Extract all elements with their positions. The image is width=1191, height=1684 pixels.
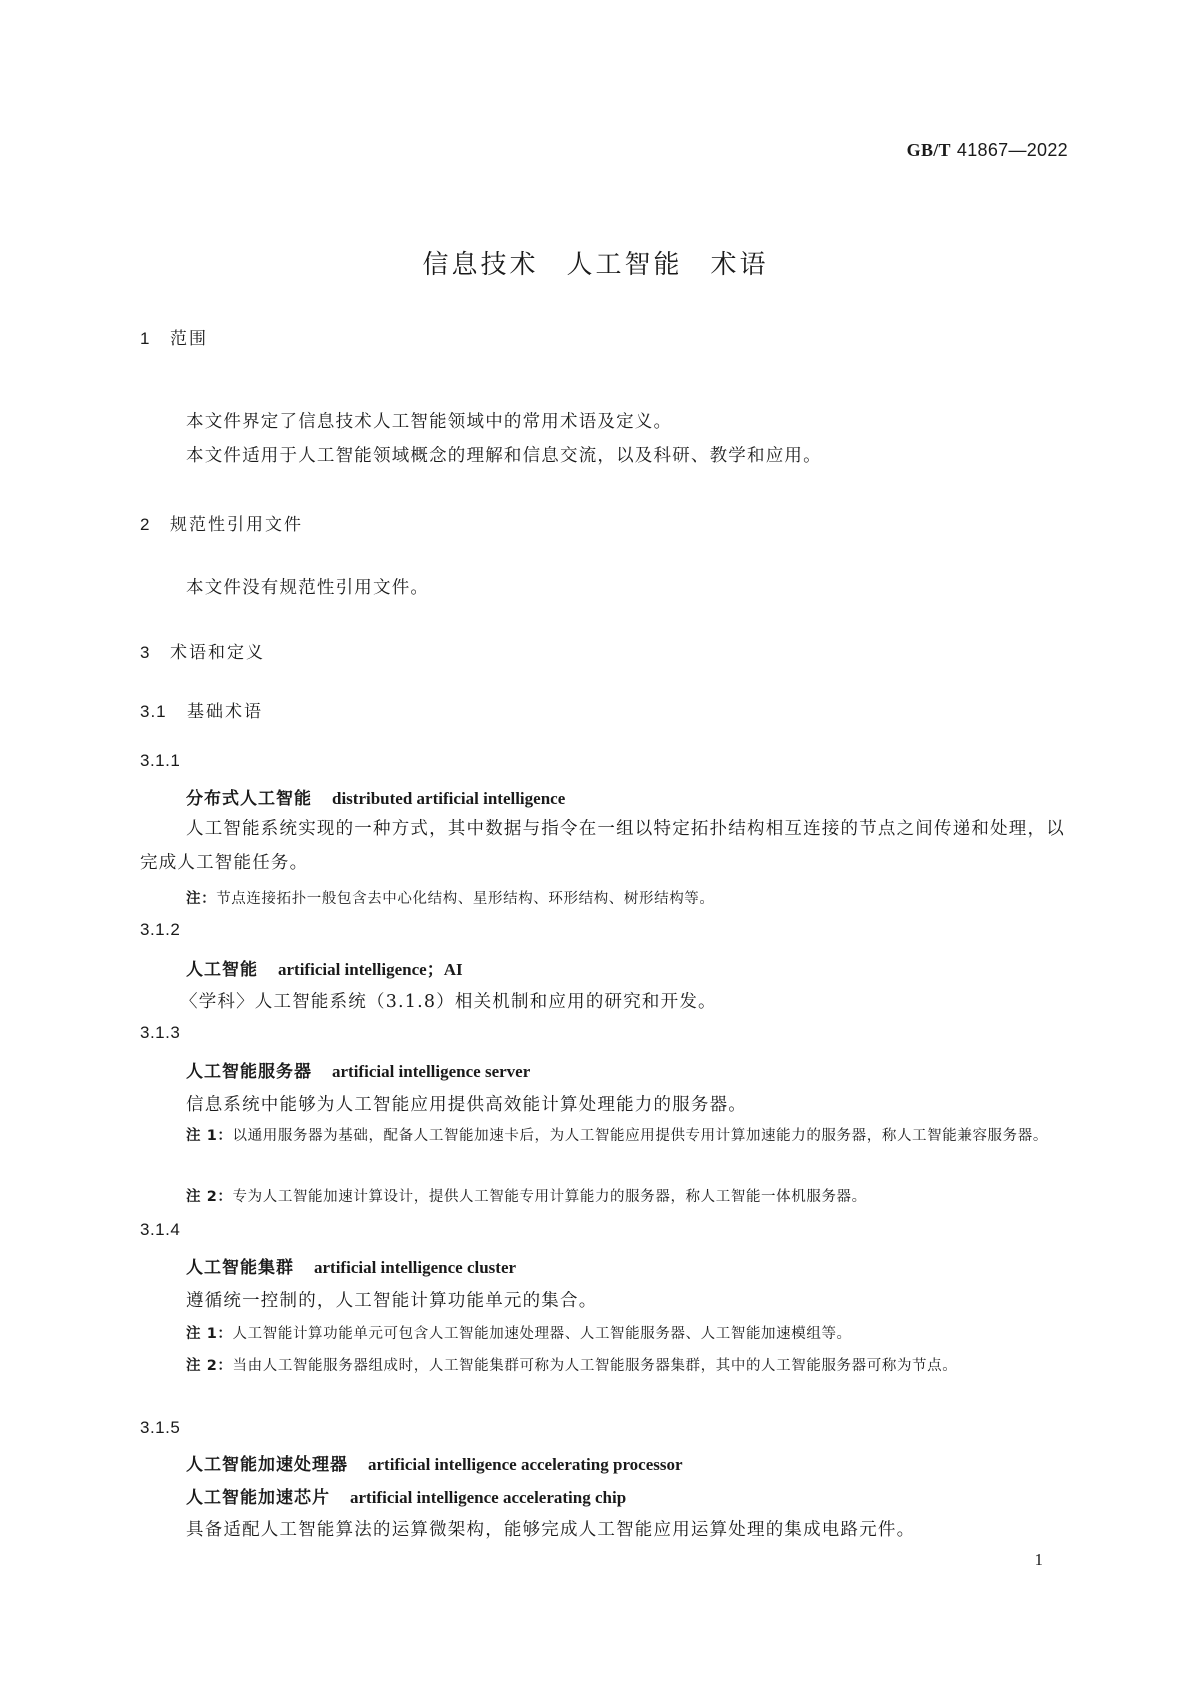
- term-entry: [186, 1450, 683, 1475]
- title-part-1: 信息技术: [422, 250, 539, 280]
- section-heading-scope: [140, 324, 208, 349]
- standard-code: [907, 140, 1068, 161]
- term-entry: [186, 955, 463, 980]
- term-english: distributed artificial intelligence: [332, 789, 566, 808]
- term-chinese: 分布式人工智能: [186, 789, 312, 809]
- title-part-2: 人工智能: [566, 250, 683, 280]
- note-text: 节点连接拓扑一般包含去中心化结构、星形结构、环形结构、树形结构等。: [216, 891, 715, 907]
- document-title: [0, 244, 1191, 281]
- section-title: 术语和定义: [170, 643, 265, 663]
- term-english: artificial intelligence；AI: [278, 960, 463, 979]
- note-text: 当由人工智能服务器组成时，人工智能集群可称为人工智能服务器集群，其中的人工智能服务器可称为节点。: [232, 1358, 958, 1374]
- term-entry: [186, 1253, 516, 1278]
- title-part-3: 术语: [710, 250, 769, 280]
- standard-prefix: GB/T: [906, 140, 951, 160]
- note-label: 注 2：: [186, 1358, 233, 1374]
- term-note: [186, 1352, 1112, 1381]
- clause-number: 3.1.2: [140, 920, 181, 939]
- term-chinese: 人工智能: [186, 960, 258, 980]
- term-entry-alternative: [186, 1483, 626, 1508]
- standard-number: 41867—2022: [956, 140, 1068, 160]
- term-definition: 〈学科〉人工智能系统（3.1.8）相关机制和应用的研究和开发。: [180, 992, 717, 1012]
- term-definition: 信息系统中能够为人工智能应用提供高效能计算处理能力的服务器。: [186, 1095, 747, 1115]
- subsection-title: 基础术语: [187, 702, 263, 722]
- section-title: 范围: [170, 329, 208, 349]
- clause-number: 3.1.4: [140, 1220, 181, 1239]
- note-label: 注 1：: [186, 1326, 233, 1342]
- section-number: 3: [140, 643, 152, 662]
- term-definition: 遵循统一控制的，人工智能计算功能单元的集合。: [186, 1291, 598, 1311]
- section-heading-terms-definitions: [140, 638, 265, 663]
- scope-paragraph-2: 本文件适用于人工智能领域概念的理解和信息交流，以及科研、教学和应用。: [186, 446, 822, 466]
- note-text: 专为人工智能加速计算设计，提供人工智能专用计算能力的服务器，称人工智能一体机服务器。: [232, 1189, 867, 1205]
- term-chinese: 人工智能集群: [186, 1258, 294, 1278]
- term-chinese: 人工智能服务器: [186, 1062, 312, 1082]
- normative-references-paragraph: 本文件没有规范性引用文件。: [186, 578, 430, 598]
- term-english: artificial intelligence accelerating processor: [368, 1455, 683, 1474]
- subsection-heading-basic-terms: [140, 697, 263, 722]
- term-note: [186, 1185, 867, 1206]
- note-label: 注 1：: [186, 1128, 233, 1144]
- term-chinese: 人工智能加速处理器: [186, 1455, 348, 1475]
- section-title: 规范性引用文件: [170, 515, 303, 535]
- term-definition: 人工智能系统实现的一种方式，其中数据与指令在一组以特定拓扑结构相互连接的节点之间传递和处理，以完成人工智能任务。: [140, 819, 1065, 873]
- note-label: 注：: [186, 891, 217, 907]
- term-english: artificial intelligence server: [332, 1062, 531, 1081]
- term-definition: 具备适配人工智能算法的运算微架构，能够完成人工智能应用运算处理的集成电路元件。: [186, 1520, 916, 1540]
- term-note: [186, 1122, 1112, 1151]
- clause-number: 3.1.3: [140, 1023, 181, 1042]
- scope-paragraph-1: 本文件界定了信息技术人工智能领域中的常用术语及定义。: [186, 412, 673, 432]
- page-number: 1: [1034, 1550, 1043, 1569]
- term-english: artificial intelligence accelerating chip: [350, 1488, 627, 1507]
- subsection-number: 3.1: [140, 702, 167, 721]
- term-note: [186, 887, 715, 908]
- section-number: 1: [140, 329, 152, 348]
- section-heading-normative-references: [140, 510, 303, 535]
- term-note: [186, 1322, 852, 1343]
- clause-number: 3.1.1: [140, 751, 181, 770]
- term-english: artificial intelligence cluster: [314, 1258, 517, 1277]
- note-label: 注 2：: [186, 1189, 233, 1205]
- note-text: 以通用服务器为基础，配备人工智能加速卡后，为人工智能应用提供专用计算加速能力的服务器，称人工智能兼容服务器。: [232, 1128, 1048, 1144]
- section-number: 2: [140, 515, 152, 534]
- clause-number: 3.1.5: [140, 1418, 181, 1437]
- term-entry: [186, 1057, 530, 1082]
- note-text: 人工智能计算功能单元可包含人工智能加速处理器、人工智能服务器、人工智能加速模组等。: [232, 1326, 852, 1342]
- term-entry: [186, 784, 565, 809]
- term-chinese: 人工智能加速芯片: [186, 1488, 330, 1508]
